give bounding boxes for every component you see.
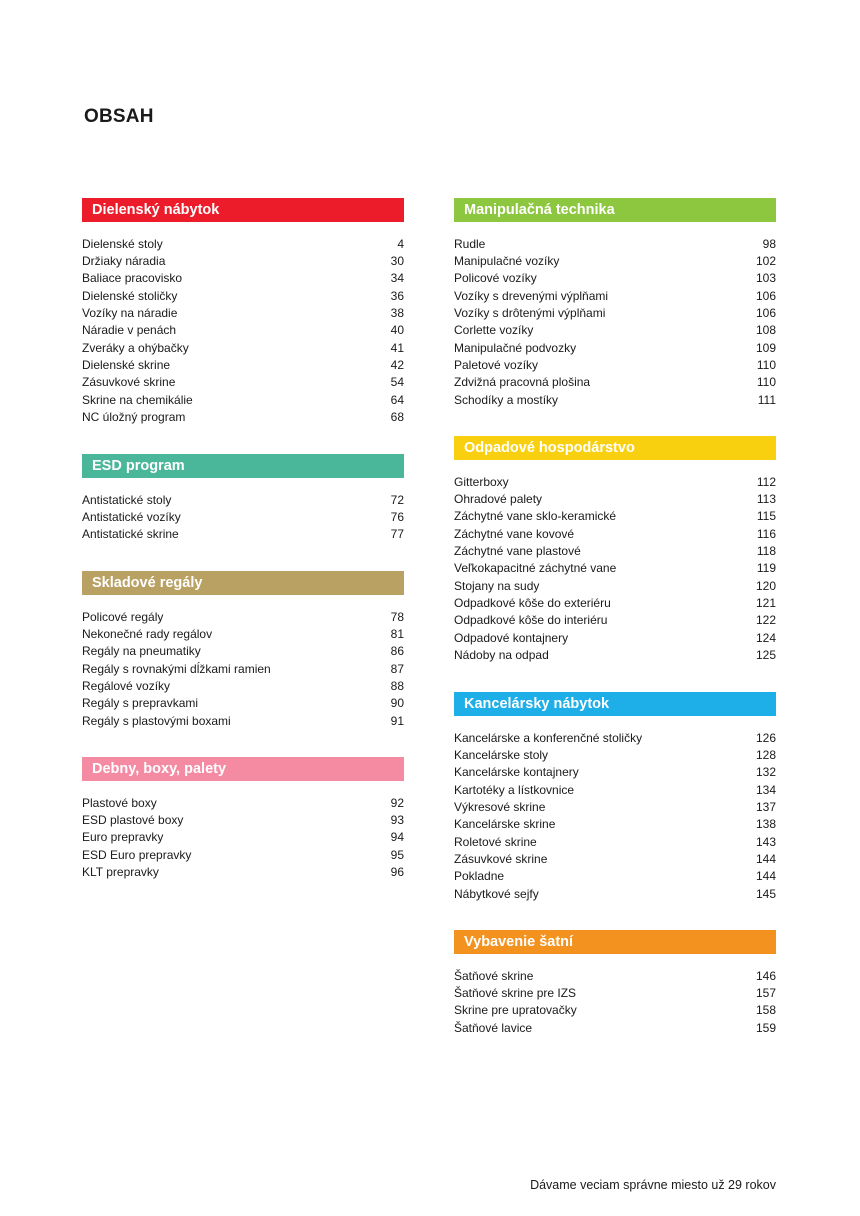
toc-entry[interactable]	[454, 1019, 776, 1036]
toc-entry-title: Záchytné vane sklo-keramické	[454, 509, 617, 524]
toc-entry[interactable]	[454, 577, 776, 594]
toc-entry-page-number: 124	[755, 630, 776, 645]
toc-entry[interactable]	[82, 794, 404, 811]
toc-entry[interactable]	[454, 833, 776, 850]
toc-entry[interactable]	[82, 643, 404, 660]
toc-entry-page-number: 144	[755, 852, 776, 867]
toc-entry[interactable]	[454, 850, 776, 867]
toc-entry-title: KLT prepravky	[82, 865, 159, 880]
toc-entry-page-number: 81	[390, 627, 404, 642]
toc-entry[interactable]	[454, 612, 776, 629]
toc-entry-title: Šatňové lavice	[454, 1020, 533, 1035]
toc-entry-title: Skrine pre upratovačky	[454, 1003, 577, 1018]
section-header-skladove-regaly[interactable]: Skladové regály	[82, 571, 404, 595]
toc-entry-title: Baliace pracovisko	[82, 271, 183, 286]
toc-entry-title: Šatňové skrine	[454, 968, 534, 983]
toc-section-dielensky-nabytok	[82, 198, 404, 426]
toc-entry[interactable]	[454, 322, 776, 339]
toc-entry-title: Antistatické vozíky	[82, 510, 181, 525]
toc-entry-page-number: 40	[390, 323, 404, 338]
toc-entry-page-number: 116	[756, 526, 776, 541]
toc-entry[interactable]	[454, 1002, 776, 1019]
toc-entry[interactable]	[82, 252, 404, 269]
toc-entry-title: Pokladne	[454, 869, 505, 884]
toc-entry-page-number: 113	[756, 492, 776, 507]
toc-entry-page-number: 108	[755, 323, 776, 338]
toc-entry-title: Regály na pneumatiky	[82, 644, 201, 659]
toc-entry[interactable]	[454, 270, 776, 287]
toc-entry[interactable]	[454, 391, 776, 408]
toc-entry-title: Kartotéky a lístkovnice	[454, 782, 575, 797]
toc-entry-page-number: 122	[755, 613, 776, 628]
toc-entry[interactable]	[454, 984, 776, 1001]
toc-entry-page-number: 115	[756, 509, 776, 524]
toc-entry-page-number: 78	[390, 609, 404, 624]
toc-entry[interactable]	[454, 798, 776, 815]
toc-entry-page-number: 87	[390, 661, 404, 676]
toc-entry-title: Manipulačné vozíky	[454, 254, 560, 269]
toc-entry[interactable]	[454, 508, 776, 525]
toc-entry-page-number: 110	[756, 358, 776, 373]
toc-entry[interactable]	[82, 391, 404, 408]
toc-entry[interactable]	[454, 764, 776, 781]
toc-entry-title: Skrine na chemikálie	[82, 392, 193, 407]
toc-entry-page-number: 102	[755, 254, 776, 269]
toc-entry[interactable]	[454, 490, 776, 507]
toc-entry-title: Držiaky náradia	[82, 254, 166, 269]
toc-entry[interactable]	[454, 374, 776, 391]
toc-entry[interactable]	[82, 374, 404, 391]
toc-entry-page-number: 118	[756, 544, 776, 559]
section-header-vybavenie-satni[interactable]: Vybavenie šatní	[454, 930, 776, 954]
toc-entry-title: Antistatické stoly	[82, 492, 172, 507]
toc-entry-title: Záchytné vane kovové	[454, 526, 575, 541]
toc-entry-page-number: 157	[755, 986, 776, 1001]
toc-entry[interactable]	[82, 304, 404, 321]
toc-section-skladove-regaly	[82, 571, 404, 729]
toc-entry-title: Náradie v penách	[82, 323, 177, 338]
toc-entry-page-number: 143	[755, 834, 776, 849]
toc-entry-title: Veľkokapacitné záchytné vane	[454, 561, 617, 576]
toc-entry-page-number: 137	[755, 800, 776, 815]
toc-entry-title: Zásuvkové skrine	[82, 375, 176, 390]
toc-entry-title: Rudle	[454, 236, 486, 251]
toc-entry-page-number: 94	[390, 830, 404, 845]
toc-entry-page-number: 158	[755, 1003, 776, 1018]
toc-entry-title: Vozíky na náradie	[82, 306, 178, 321]
toc-entry-list	[454, 235, 776, 408]
toc-entry-page-number: 42	[390, 358, 404, 373]
toc-entry[interactable]	[454, 560, 776, 577]
toc-entry[interactable]	[82, 660, 404, 677]
toc-entry-title: Schodíky a mostíky	[454, 392, 559, 407]
section-header-esd-program[interactable]: ESD program	[82, 454, 404, 478]
toc-entry-title: Paletové vozíky	[454, 358, 539, 373]
toc-entry-page-number: 106	[755, 288, 776, 303]
toc-entry-page-number: 76	[390, 510, 404, 525]
toc-entry-title: Policové vozíky	[454, 271, 537, 286]
toc-entry[interactable]	[82, 270, 404, 287]
toc-entry[interactable]	[82, 356, 404, 373]
toc-entry[interactable]	[454, 746, 776, 763]
toc-entry-title: ESD plastové boxy	[82, 813, 184, 828]
toc-entry-page-number: 95	[390, 847, 404, 862]
toc-entry-title: Šatňové skrine pre IZS	[454, 986, 577, 1001]
toc-entry[interactable]	[82, 408, 404, 425]
toc-entry-page-number: 96	[390, 865, 404, 880]
toc-entry[interactable]	[82, 677, 404, 694]
toc-entry-title: Odpadkové kôše do exteriéru	[454, 596, 611, 611]
toc-section-kancelarsky-nabytok	[454, 692, 776, 902]
toc-entry-list	[454, 473, 776, 664]
page-title: OBSAH	[84, 106, 154, 127]
section-header-manipulacna-technika[interactable]: Manipulačná technika	[454, 198, 776, 222]
toc-entry[interactable]	[82, 863, 404, 880]
toc-entry-page-number: 110	[756, 375, 776, 390]
toc-entry-page-number: 54	[390, 375, 404, 390]
toc-entry-title: Odpadkové kôše do interiéru	[454, 613, 608, 628]
toc-entry-page-number: 98	[762, 236, 776, 251]
toc-entry[interactable]	[82, 829, 404, 846]
toc-entry-list	[82, 491, 404, 543]
toc-entry-page-number: 90	[390, 696, 404, 711]
toc-entry[interactable]	[82, 287, 404, 304]
toc-entry-page-number: 112	[756, 474, 776, 489]
toc-entry-page-number: 103	[755, 271, 776, 286]
toc-entry-page-number: 120	[755, 578, 776, 593]
toc-entry-title: Vozíky s drevenými výplňami	[454, 288, 609, 303]
footer-tagline: Dávame veciam správne miesto už 29 rokov	[530, 1178, 776, 1192]
toc-entry-title: Odpadové kontajnery	[454, 630, 569, 645]
toc-entry-title: Zveráky a ohýbačky	[82, 340, 189, 355]
toc-entry-title: Dielenské stoly	[82, 236, 163, 251]
toc-entry-page-number: 64	[390, 392, 404, 407]
toc-entry-title: Výkresové skrine	[454, 800, 546, 815]
toc-entry[interactable]	[454, 542, 776, 559]
toc-entry[interactable]	[82, 235, 404, 252]
toc-entry-title: Antistatické skrine	[82, 527, 179, 542]
toc-entry-list	[82, 608, 404, 729]
toc-entry-page-number: 34	[390, 271, 404, 286]
toc-entry-title: Kancelárske a konferenčné stoličky	[454, 730, 643, 745]
toc-entry-title: Plastové boxy	[82, 795, 157, 810]
toc-entry-title: Policové regály	[82, 609, 164, 624]
toc-entry-title: Regály s prepravkami	[82, 696, 199, 711]
toc-entry-page-number: 30	[390, 254, 404, 269]
toc-entry[interactable]	[82, 811, 404, 828]
toc-entry-title: Regály s rovnakými dĺžkami ramien	[82, 661, 271, 676]
toc-entry-title: Kancelárske stoly	[454, 748, 549, 763]
toc-entry[interactable]	[454, 646, 776, 663]
toc-entry-title: Zdvižná pracovná plošina	[454, 375, 591, 390]
toc-entry-page-number: 41	[390, 340, 404, 355]
toc-entry-title: Vozíky s drôtenými výplňami	[454, 306, 606, 321]
toc-entry-page-number: 86	[390, 644, 404, 659]
toc-entry[interactable]	[82, 695, 404, 712]
toc-entry[interactable]	[454, 729, 776, 746]
toc-entry-page-number: 72	[390, 492, 404, 507]
toc-entry-page-number: 144	[755, 869, 776, 884]
toc-entry-page-number: 128	[755, 748, 776, 763]
toc-entry-list	[454, 729, 776, 902]
toc-entry-title: ESD Euro prepravky	[82, 847, 192, 862]
toc-entry[interactable]	[454, 885, 776, 902]
toc-entry[interactable]	[454, 967, 776, 984]
toc-entry-page-number: 109	[755, 340, 776, 355]
toc-entry-title: Záchytné vane plastové	[454, 544, 581, 559]
toc-entry[interactable]	[82, 339, 404, 356]
toc-entry-title: Nádoby na odpad	[454, 648, 549, 663]
toc-entry-title: Nábytkové sejfy	[454, 886, 539, 901]
toc-entry-page-number: 36	[390, 288, 404, 303]
toc-entry-page-number: 111	[757, 392, 776, 407]
toc-section-odpadove-hospodarstvo	[454, 436, 776, 664]
toc-entry[interactable]	[82, 625, 404, 642]
toc-entry-title: NC úložný program	[82, 410, 186, 425]
toc-entry-title: Kancelárske kontajnery	[454, 765, 579, 780]
toc-entry-title: Dielenské skrine	[82, 358, 171, 373]
toc-entry[interactable]	[454, 594, 776, 611]
toc-entry[interactable]	[82, 846, 404, 863]
toc-entry-page-number: 138	[755, 817, 776, 832]
toc-entry-title: Gitterboxy	[454, 474, 509, 489]
toc-entry-title: Roletové skrine	[454, 834, 537, 849]
toc-entry-page-number: 134	[755, 782, 776, 797]
toc-entry-page-number: 77	[390, 527, 404, 542]
toc-entry[interactable]	[454, 525, 776, 542]
toc-entry[interactable]	[454, 868, 776, 885]
toc-entry-title: Corlette vozíky	[454, 323, 534, 338]
toc-section-esd-program	[82, 454, 404, 543]
toc-entry-title: Kancelárske skrine	[454, 817, 556, 832]
section-header-kancelarsky-nabytok[interactable]: Kancelársky nábytok	[454, 692, 776, 716]
toc-entry-list	[82, 794, 404, 881]
toc-entry-list	[454, 967, 776, 1036]
toc-entry[interactable]	[454, 339, 776, 356]
toc-entry-page-number: 4	[397, 236, 404, 251]
toc-entry[interactable]	[82, 526, 404, 543]
toc-entry-page-number: 38	[390, 306, 404, 321]
toc-entry-page-number: 119	[756, 561, 776, 576]
section-header-debny-boxy-palety[interactable]: Debny, boxy, palety	[82, 757, 404, 781]
toc-entry-page-number: 68	[390, 410, 404, 425]
toc-entry-title: Dielenské stoličky	[82, 288, 178, 303]
toc-section-debny-boxy-palety	[82, 757, 404, 881]
toc-entry-page-number: 91	[390, 713, 404, 728]
toc-entry-page-number: 146	[755, 968, 776, 983]
toc-entry[interactable]	[454, 816, 776, 833]
toc-entry[interactable]	[454, 235, 776, 252]
toc-entry[interactable]	[454, 473, 776, 490]
toc-entry[interactable]	[454, 304, 776, 321]
toc-entry-title: Euro prepravky	[82, 830, 164, 845]
toc-entry-page-number: 88	[390, 679, 404, 694]
toc-entry-page-number: 93	[390, 813, 404, 828]
toc-entry-page-number: 106	[755, 306, 776, 321]
section-header-dielensky-nabytok[interactable]: Dielenský nábytok	[82, 198, 404, 222]
toc-entry-page-number: 159	[755, 1020, 776, 1035]
toc-entry-title: Stojany na sudy	[454, 578, 540, 593]
toc-entry[interactable]	[82, 608, 404, 625]
toc-entry[interactable]	[454, 287, 776, 304]
toc-entry-title: Regály s plastovými boxami	[82, 713, 231, 728]
toc-entry[interactable]	[82, 322, 404, 339]
toc-entry-page-number: 92	[390, 795, 404, 810]
toc-entry[interactable]	[454, 252, 776, 269]
toc-entry[interactable]	[82, 491, 404, 508]
toc-entry-title: Ohradové palety	[454, 492, 543, 507]
toc-entry[interactable]	[454, 781, 776, 798]
toc-entry-title: Zásuvkové skrine	[454, 852, 548, 867]
toc-entry[interactable]	[454, 629, 776, 646]
toc-entry-page-number: 125	[755, 648, 776, 663]
toc-entry[interactable]	[82, 712, 404, 729]
toc-entry-page-number: 121	[755, 596, 776, 611]
toc-entry-page-number: 126	[755, 730, 776, 745]
toc-entry-title: Manipulačné podvozky	[454, 340, 577, 355]
toc-entry-list	[82, 235, 404, 426]
toc-entry[interactable]	[82, 508, 404, 525]
toc-entry-title: Regálové vozíky	[82, 679, 171, 694]
toc-entry-page-number: 145	[755, 886, 776, 901]
section-header-odpadove-hospodarstvo[interactable]: Odpadové hospodárstvo	[454, 436, 776, 460]
toc-section-manipulacna-technika	[454, 198, 776, 408]
toc-section-vybavenie-satni	[454, 930, 776, 1036]
toc-entry-page-number: 132	[755, 765, 776, 780]
toc-entry-title: Nekonečné rady regálov	[82, 627, 213, 642]
toc-entry[interactable]	[454, 356, 776, 373]
